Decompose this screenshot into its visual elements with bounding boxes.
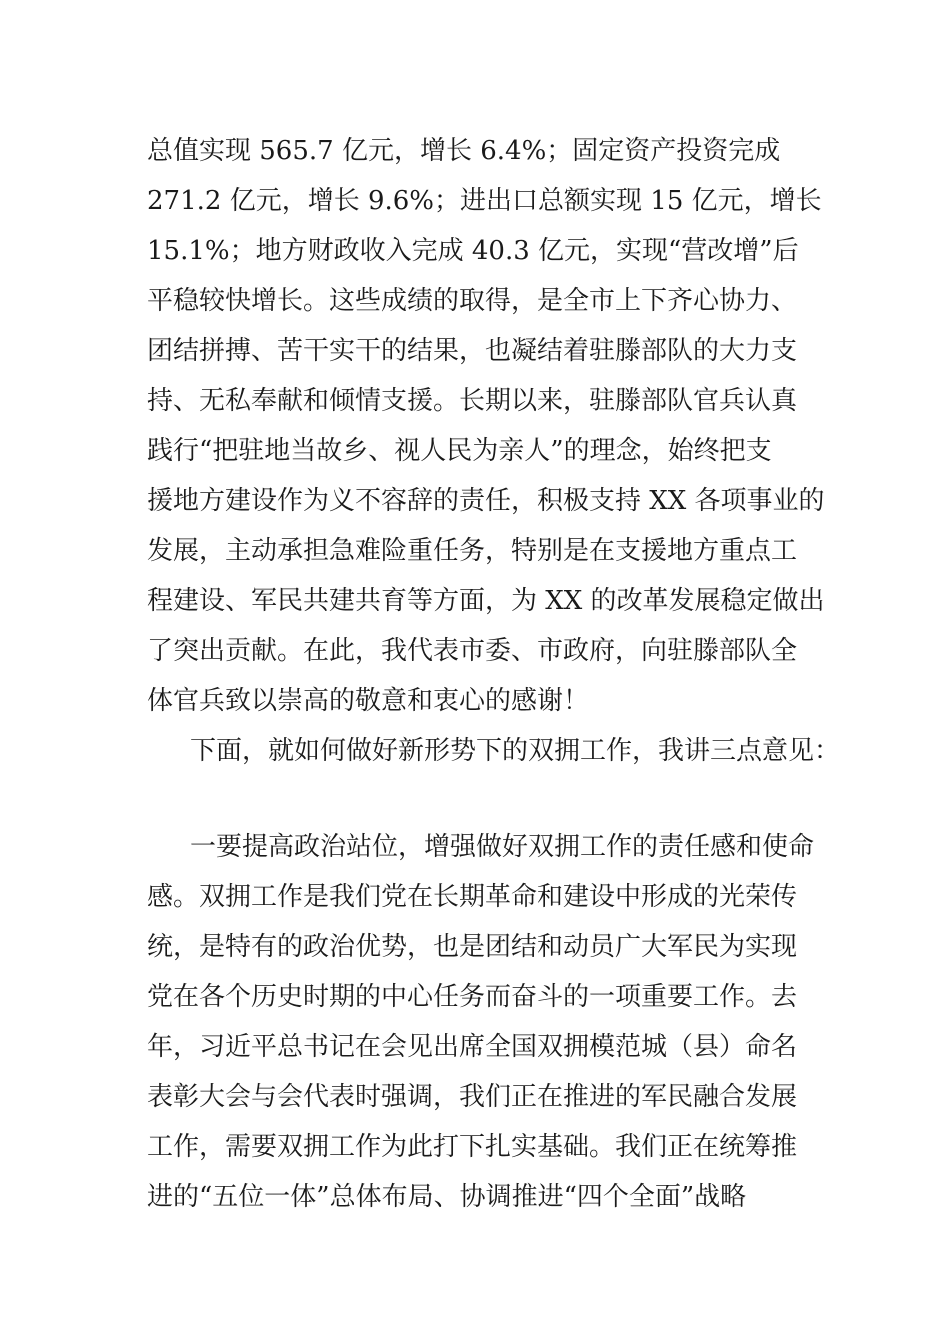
paragraph-3-line-3: 统，是特有的政治优势，也是团结和动员广大军民为实现: [147, 932, 798, 962]
paragraph-1-line-4: 平稳较快增长。这些成绩的取得，是全市上下齐心协力、: [147, 286, 798, 316]
paragraph-1-line-6: 持、无私奉献和倾情支援。长期以来，驻滕部队官兵认真: [147, 386, 798, 416]
paragraph-1-line-3: 15.1%；地方财政收入完成 40.3 亿元，实现“营改增”后: [147, 236, 799, 266]
paragraph-1-line-10: 程建设、军民共建共育等方面，为 XX 的改革发展稳定做出: [147, 586, 825, 616]
paragraph-1-line-9: 发展，主动承担急难险重任务，特别是在支援地方重点工: [147, 536, 798, 566]
paragraph-3-line-7: 工作，需要双拥工作为此打下扎实基础。我们正在统筹推: [147, 1132, 798, 1162]
paragraph-1-line-8: 援地方建设作为义不容辞的责任，积极支持 XX 各项事业的: [147, 486, 825, 516]
paragraph-3-line-1: 一要提高政治站位，增强做好双拥工作的责任感和使命: [190, 832, 815, 862]
paragraph-1-line-11: 了突出贡献。在此，我代表市委、市政府，向驻滕部队全: [147, 636, 798, 666]
paragraph-3-line-4: 党在各个历史时期的中心任务而奋斗的一项重要工作。去: [147, 982, 798, 1012]
paragraph-3-line-5: 年，习近平总书记在会见出席全国双拥模范城（县）命名: [147, 1032, 798, 1062]
paragraph-3-line-2: 感。双拥工作是我们党在长期革命和建设中形成的光荣传: [147, 882, 798, 912]
paragraph-2-line-1: 下面，就如何做好新形势下的双拥工作，我讲三点意见：: [190, 736, 841, 766]
paragraph-1-line-1: 总值实现 565.7 亿元，增长 6.4%；固定资产投资完成: [147, 136, 781, 166]
paragraph-1-line-12: 体官兵致以崇高的敬意和衷心的感谢！: [147, 686, 590, 716]
paragraph-1-line-7: 践行“把驻地当故乡、视人民为亲人”的理念，始终把支: [147, 436, 772, 466]
paragraph-1-line-5: 团结拼搏、苦干实干的结果，也凝结着驻滕部队的大力支: [147, 336, 798, 366]
paragraph-3-line-6: 表彰大会与会代表时强调，我们正在推进的军民融合发展: [147, 1082, 798, 1112]
paragraph-1-line-2: 271.2 亿元，增长 9.6%；进出口总额实现 15 亿元，增长: [147, 186, 822, 216]
paragraph-3-line-8: 进的“五位一体”总体布局、协调推进“四个全面”战略: [147, 1182, 747, 1212]
